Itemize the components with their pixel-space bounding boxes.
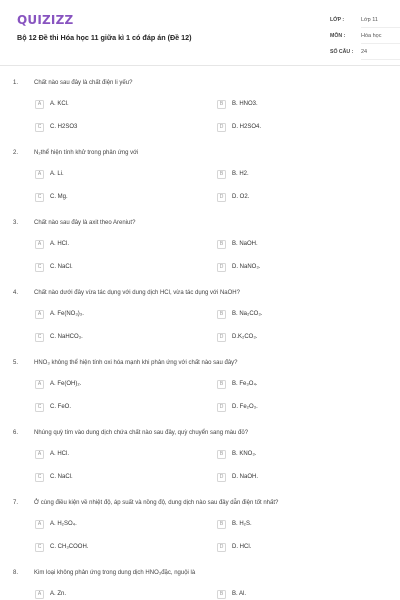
answer-option[interactable]: [35, 122, 77, 132]
question-number: 3.: [13, 220, 19, 226]
option-text: C. NaCl.: [50, 474, 73, 480]
option-text: D. NaOH.: [232, 474, 259, 480]
question-number: 6.: [13, 430, 19, 436]
option-text: B. Fe₃O₄.: [232, 381, 258, 387]
option-text: D. O2.: [232, 194, 250, 200]
option-letter-box: A: [35, 380, 44, 389]
answer-option[interactable]: [217, 449, 256, 459]
option-letter-box: C: [35, 403, 44, 412]
option-letter-box: D: [217, 473, 226, 482]
option-text: A. HCl.: [50, 241, 70, 247]
option-text: C. NaCl.: [50, 264, 73, 270]
option-letter-box: A: [35, 240, 44, 249]
question-text: Chất nào dưới đây vừa tác dụng với dung dịch HCl, vừa tác dụng với NaOH?: [34, 290, 240, 296]
question-item: [0, 500, 400, 570]
meta-row-subject: [330, 28, 400, 44]
option-text: B. HNO3.: [232, 101, 258, 107]
question-item: [0, 220, 400, 290]
option-letter-box: A: [35, 520, 44, 529]
question-number: 8.: [13, 570, 19, 576]
option-letter-box: D: [217, 123, 226, 132]
option-letter-box: B: [217, 170, 226, 179]
option-text: D. Fe₂O₃.: [232, 404, 258, 410]
option-text: C. NaHCO₃.: [50, 334, 83, 340]
answer-option[interactable]: [217, 169, 249, 179]
option-letter-box: C: [35, 263, 44, 272]
option-letter-box: A: [35, 170, 44, 179]
answer-option[interactable]: [35, 589, 66, 599]
question-item: [0, 570, 400, 600]
answer-option[interactable]: [217, 262, 260, 272]
question-number: 5.: [13, 360, 19, 366]
answer-option[interactable]: [217, 332, 257, 342]
option-letter-box: C: [35, 123, 44, 132]
question-number: 2.: [13, 150, 19, 156]
option-text: B. NaOH.: [232, 241, 258, 247]
answer-option[interactable]: [217, 589, 246, 599]
option-text: B. Al.: [232, 591, 247, 597]
answer-option[interactable]: [217, 402, 258, 412]
meta-row-question-count: [330, 44, 400, 60]
option-letter-box: B: [217, 310, 226, 319]
answer-option[interactable]: [35, 449, 69, 459]
option-text: B. KNO₃.: [232, 451, 257, 457]
option-letter-box: C: [35, 543, 44, 552]
question-text: Chất nào sau đây là chất điện li yếu?: [34, 80, 133, 86]
option-letter-box: B: [217, 380, 226, 389]
option-letter-box: D: [217, 263, 226, 272]
option-letter-box: D: [217, 333, 226, 342]
answer-option[interactable]: [35, 402, 71, 412]
answer-option[interactable]: [217, 379, 258, 389]
answer-option[interactable]: [35, 309, 84, 319]
worksheet-title: Bộ 12 Đề thi Hóa học 11 giữa kì 1 có đáp án (Đề 12): [17, 33, 192, 42]
answer-option[interactable]: [35, 542, 88, 552]
option-text: D. H2SO4.: [232, 124, 262, 130]
option-text: C. Mg.: [50, 194, 68, 200]
question-item: [0, 150, 400, 220]
answer-option[interactable]: [35, 262, 73, 272]
option-letter-box: A: [35, 450, 44, 459]
question-item: [0, 360, 400, 430]
question-number: 7.: [13, 500, 19, 506]
answer-option[interactable]: [35, 99, 69, 109]
option-text: B. Na₂CO₃.: [232, 311, 263, 317]
question-item: [0, 430, 400, 500]
question-item: [0, 290, 400, 360]
question-text: Nhúng quỳ tím vào dung dịch chứa chất nào sau đây, quỳ chuyển sang màu đỏ?: [34, 430, 249, 436]
question-text: Kim loại không phản ứng trong dung dịch HNO₃đặc, nguội là: [34, 570, 196, 576]
question-text: Chất nào sau đây là axit theo Areniut?: [34, 220, 136, 226]
meta-label: LỚP :: [330, 17, 345, 23]
option-text: A. Fe(OH)₂.: [50, 381, 82, 387]
option-letter-box: D: [217, 543, 226, 552]
answer-option[interactable]: [217, 122, 261, 132]
option-text: C. FeO.: [50, 404, 72, 410]
answer-option[interactable]: [35, 239, 69, 249]
option-text: D.K₂CO₃.: [232, 334, 258, 340]
answer-option[interactable]: [217, 519, 252, 529]
option-letter-box: A: [35, 100, 44, 109]
question-item: [0, 80, 400, 150]
meta-label: MÔN :: [330, 33, 346, 39]
option-letter-box: D: [217, 403, 226, 412]
option-letter-box: A: [35, 310, 44, 319]
answer-option[interactable]: [217, 239, 258, 249]
question-text: Ở cùng điều kiện về nhiệt độ, áp suất và nồng độ, dung dịch nào sau đây dẫn điện tốt nhất?: [34, 500, 279, 506]
answer-option[interactable]: [35, 192, 68, 202]
answer-option[interactable]: [217, 192, 249, 202]
answer-option[interactable]: [35, 169, 64, 179]
quizizz-logo: QUIZIZZ: [17, 13, 74, 27]
meta-row-class: [330, 12, 400, 28]
answer-option[interactable]: [217, 542, 251, 552]
option-letter-box: C: [35, 193, 44, 202]
option-text: A. KCl.: [50, 101, 69, 107]
answer-option[interactable]: [35, 379, 81, 389]
option-text: A. Fe(NO₃)₃.: [50, 311, 84, 317]
meta-value: 24: [361, 44, 400, 60]
answer-option[interactable]: [217, 309, 262, 319]
meta-value: Lớp 11: [361, 12, 400, 28]
answer-option[interactable]: [35, 332, 83, 342]
option-text: C. CH₃COOH.: [50, 544, 89, 550]
option-text: A. H₂SO₄.: [50, 521, 77, 527]
question-number: 1.: [13, 80, 19, 86]
meta-label: SỐ CÂU :: [330, 49, 354, 55]
worksheet-meta: [330, 12, 400, 60]
option-letter-box: C: [35, 333, 44, 342]
option-text: A. Li.: [50, 171, 64, 177]
option-letter-box: B: [217, 240, 226, 249]
option-text: D. NaNO₃.: [232, 264, 261, 270]
option-text: A. Zn.: [50, 591, 67, 597]
answer-option[interactable]: [35, 472, 73, 482]
option-text: B. H2.: [232, 171, 249, 177]
answer-option[interactable]: [217, 99, 258, 109]
option-letter-box: B: [217, 450, 226, 459]
question-text: HNO₃ không thể hiện tính oxi hóa mạnh khi phản ứng với chất nào sau đây?: [34, 360, 238, 366]
option-letter-box: A: [35, 590, 44, 599]
option-letter-box: B: [217, 590, 226, 599]
option-letter-box: C: [35, 473, 44, 482]
option-letter-box: B: [217, 520, 226, 529]
question-number: 4.: [13, 290, 19, 296]
option-text: A. HCl.: [50, 451, 70, 457]
answer-option[interactable]: [217, 472, 258, 482]
meta-value: Hóa học: [361, 28, 400, 44]
option-letter-box: D: [217, 193, 226, 202]
option-text: C. H2SO3: [50, 124, 78, 130]
answer-option[interactable]: [35, 519, 77, 529]
worksheet-header: [0, 0, 400, 66]
option-letter-box: B: [217, 100, 226, 109]
option-text: D. HCl.: [232, 544, 252, 550]
option-text: B. H₂S.: [232, 521, 252, 527]
question-text: N₂thể hiện tính khử trong phản ứng với: [34, 150, 139, 156]
